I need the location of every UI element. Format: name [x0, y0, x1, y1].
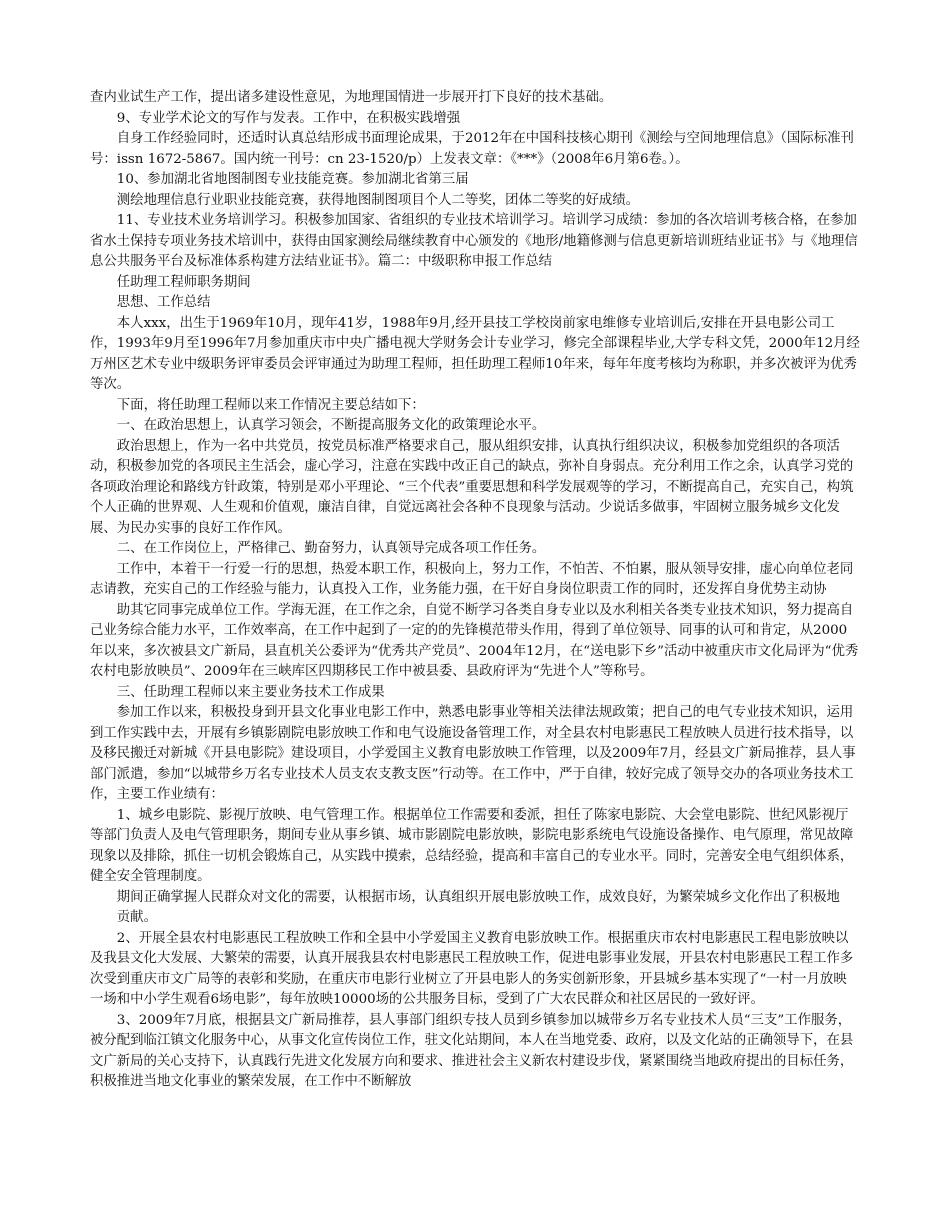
paragraph: 10、参加湖北省地图制图专业技能竞赛。参加湖北省第三届	[116, 172, 469, 187]
paragraph: 2、开展全县农村电影惠民工程放映工作和全县中小学爱国主义教育电影放映工作。根据重庆市农村电影惠民工程电影放映以及我县文化大发展、大繁荣的需要，认真开展我县农村电影惠民工程放映工作，促进电影事业发展，开县农村电影惠民工程工作多次受到重庆市文广局等的表彰和奖励，在重庆市电影行业树立了开县电影人的务实创新形象，开县城乡基本实现了“一村一月放映一场和中小学生观看6场电影”，每年放映10000场的公共服务目标，受到了广大农民群众和社区居民的一致好评。	[90, 930, 854, 1007]
paragraph: 参加工作以来，积极投身到开县文化事业电影工作中，熟悉电影事业等相关法律法规政策；把自己的电气专业技术知识，运用到工作实践中去，开展有乡镇影剧院电影放映工作和电气设施设备管理工作，对全县农村电影惠民工程放映人员进行技术指导，以及移民搬迁对新城《开县电影院》建设项目，小学爱国主义教育电影放映工作管理，以及2009年7月，经县文广新局推荐，县人事部门派遣，参加“以城带乡万名专业技术人员支农支教支医”行动等。在工作中，严于自律，较好完成了领导交办的各项业务技术工作，主要工作业绩有：	[90, 705, 856, 802]
paragraph: 贡献。	[116, 910, 157, 925]
paragraph: 查内业试生产工作，提出诸多建设性意见，为地理国情进一步展开打下良好的技术基础。	[90, 90, 613, 105]
document-body	[90, 88, 860, 1093]
paragraph: 政治思想上，作为一名中共党员，按党员标准严格要求自己，服从组织安排，认真执行组织决议，积极参加党组织的各项活动，积极参加党的各项民主生活会，虚心学习，注意在实践中改正自己的缺点，弥补自身弱点。充分利用工作之余，认真学习党的各项政治理论和路线方针政策，特别是邓小平理论、“三个代表”重要思想和科学发展观等的学习，不断提高自己，充实自己，构筑个人正确的世界观、人生观和价值观，廉洁自律，自觉远离社会各种不良现象与活动。少说话多做事，牢固树立服务城乡文化发展、为民办实事的良好工作作风。	[90, 438, 854, 536]
paragraph: 思想、工作总结	[116, 295, 211, 310]
paragraph: 本人xxx，出生于1969年10月，现年41岁，1988年9月,经开县技工学校岗前家电维修专业培训后,安排在开县电影公司工作，1993年9月至1996年7月参加重庆市中央广播电视大学财务会计专业学习，修完全部课程毕业,大学专科文凭，2000年12月经万州区艺术专业中级职务评审委员会评审通过为助理工程师，担任助理工程师10年来，每年年度考核均为称职，并多次被评为优秀等次。	[90, 315, 860, 392]
paragraph: 工作中，本着干一行爱一行的思想，热爱本职工作，积极向上，努力工作，不怕苦、不怕累，服从领导安排，虚心向单位老同志请教，充实自己的工作经验与能力，认真投入工作，业务能力强，在干好自身岗位职责工作的同时，还发挥自身优势主动协	[90, 561, 854, 597]
paragraph: 一、在政治思想上，认真学习领会，不断提高服务文化的政策理论水平。	[116, 418, 546, 433]
paragraph: 下面，将任助理工程师以来工作情况主要总结如下：	[116, 397, 425, 413]
paragraph: 任助理工程师职务期间	[116, 274, 251, 290]
paragraph: 期间正确掌握人民群众对文化的需要，认根据市场，认真组织开展电影放映工作，成效良好，为繁荣城乡文化作出了积极地	[116, 889, 840, 905]
paragraph: 三、任助理工程师以来主要业务技术工作成果	[116, 684, 385, 700]
paragraph: 助其它同事完成单位工作。学海无涯，在工作之余，自觉不断学习各类自身专业以及水利相关各类专业技术知识，努力提高自己业务综合能力水平，工作效率高，在工作中起到了一定的的先锋模范带头作用，得到了单位领导、同事的认可和肯定，从2000年以来，多次被县文广新局，县直机关公委评为“优秀共产党员”、2004年12月，在“送电影下乡”活动中被重庆市文化局评为“优秀农村电影放映员”、2009年在三峡库区四期移民工作中被县委、县政府评为“先进个人”等称号。	[90, 602, 859, 679]
paragraph: 自身工作经验同时，还适时认真总结形成书面理论成果，于2012年在中国科技核心期刊《测绘与空间地理信息》（国际标准刊号：issn 1672-5867。国内统一刊号：cn 23-1520/p）上发表文章：《***》（2008年6月第6卷。）。	[90, 131, 854, 167]
paragraph: 11、专业技术业务培训学习。积极参加国家、省组织的专业技术培训学习。培训学习成绩：参加的各次培训考核合格，在参加省水土保持专项业务技术培训中，获得由国家测绘局继续教育中心颁发的《地形/地籍修测与信息更新培训班结业证书》与《地理信息公共服务平台及标准体系构建方法结业证书》。篇二：中级职称申报工作总结	[90, 213, 858, 269]
paragraph: 测绘地理信息行业职业技能竞赛，获得地图制图项目个人二等奖，团体二等奖的好成绩。	[116, 192, 640, 208]
paragraph: 二、在工作岗位上，严格律己、勤奋努力，认真领导完成各项工作任务。	[116, 541, 546, 556]
paragraph: 3、2009年7月底，根据县文广新局推荐，县人事部门组织专技人员到乡镇参加以城带乡万名专业技术人员“三支”工作服务，被分配到临江镇文化服务中心，从事文化宣传岗位工作，驻文化站期间，本人在当地党委、政府，以及文化站的正确领导下，在县文广新局的关心支持下，认真践行先进文化发展方向和要求、推进社会主义新农村建设步伐，紧紧围绕当地政府提出的目标任务，积极推进当地文化事业的繁荣发展，在工作中不断解放	[90, 1012, 854, 1089]
paragraph: 9、专业学术论文的写作与发表。工作中，在积极实践增强	[116, 110, 461, 126]
paragraph: 1、城乡电影院、影视厅放映、电气管理工作。根据单位工作需要和委派，担任了陈家电影院、大会堂电影院、世纪风影视厅等部门负责人及电气管理职务，期间专业从事乡镇、城市影剧院电影放映，影院电影系统电气设施设备操作、电气原理，常见故障现象以及排除，抓住一切机会锻炼自己，从实践中摸索，总结经验，提高和丰富自己的专业水平。同时，完善安全电气组织体系，健全安全管理制度。	[90, 807, 854, 884]
